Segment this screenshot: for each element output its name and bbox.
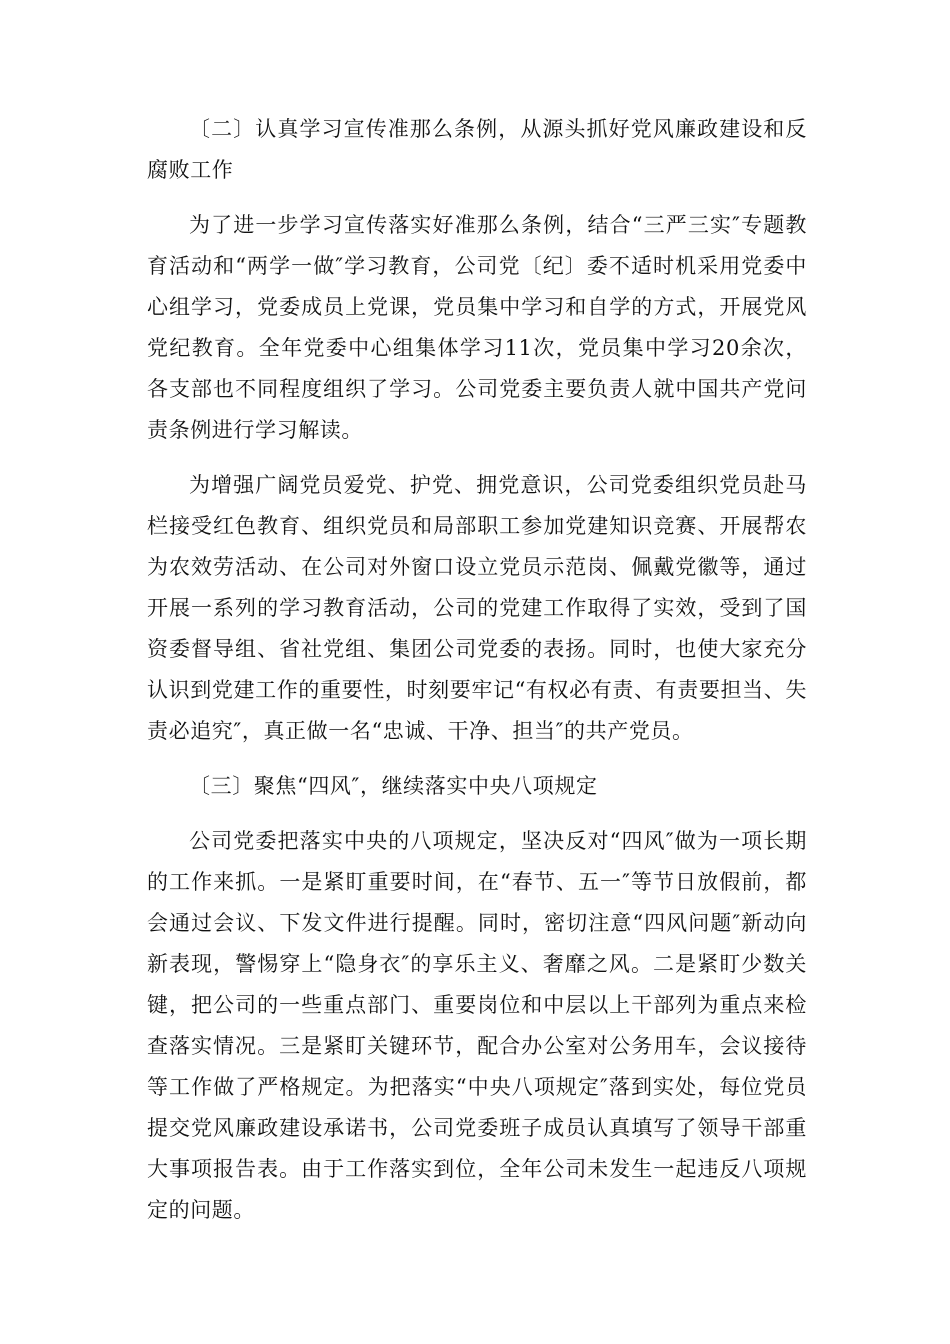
body-paragraph-1: 为了进一步学习宣传落实好准那么条例，结合“三严三实″专题教育活动和“两学一做″学习教育，公司党〔纪〕委不适时机采用党委中心组学习，党委成员上党课，党员集中学习和自学的方式，开展党风党纪教育。全年党委中心组集体学习11次，党员集中学习20余次，各支部也不同程度组织了学习。公司党委主要负责人就中国共产党问责条例进行学习解读。	[147, 213, 807, 442]
section-heading-2: 〔二〕认真学习宣传准那么条例，从源头抓好党风廉政建设和反腐败工作	[147, 117, 807, 182]
document-body	[147, 109, 807, 1231]
body-paragraph-3: 公司党委把落实中央的八项规定，坚决反对“四风″做为一项长期的工作来抓。一是紧盯重要时间，在“春节、五一″等节日放假前，都会通过会议、下发文件进行提醒。同时，密切注意“四风问题″新动向新表现，警惕穿上“隐身衣″的享乐主义、奢靡之风。二是紧盯少数关键，把公司的一些重点部门、重要岗位和中层以上干部列为重点来检查落实情况。三是紧盯关键环节，配合办公室对公务用车，会议接待等工作做了严格规定。为把落实“中央八项规定″落到实处，每位党员提交党风廉政建设承诺书，公司党委班子成员认真填写了领导干部重大事项报告表。由于工作落实到位，全年公司未发生一起违反八项规定的问题。	[147, 829, 807, 1222]
section-heading-3: 〔三〕聚焦“四风″，继续落实中央八项规定	[189, 774, 598, 798]
body-paragraph-2: 为增强广阔党员爱党、护党、拥党意识，公司党委组织党员赴马栏接受红色教育、组织党员和局部职工参加党建知识竞赛、开展帮农为农效劳活动、在公司对外窗口设立党员示范岗、佩戴党徽等，通过开展一系列的学习教育活动，公司的党建工作取得了实效，受到了国资委督导组、省社党组、集团公司党委的表扬。同时，也使大家充分认识到党建工作的重要性，时刻要牢记“有权必有责、有责要担当、失责必追究″，真正做一名“忠诚、干净、担当″的共产党员。	[147, 473, 807, 743]
